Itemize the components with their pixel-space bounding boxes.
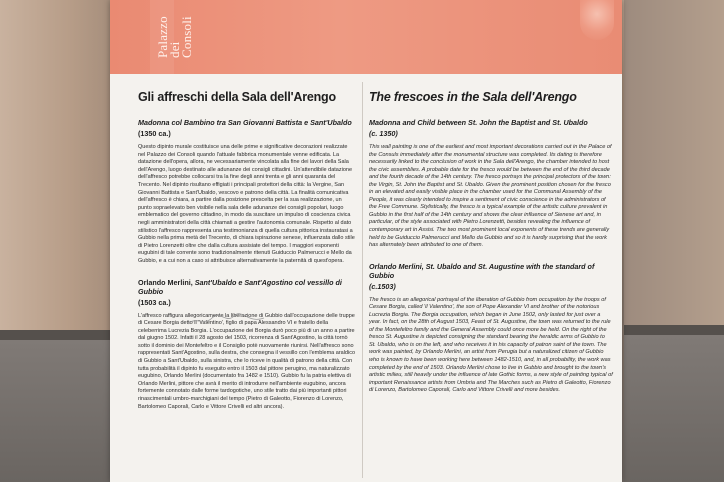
italian-section1-title: Madonna col Bambino tra San Giovanni Battista e Sant'Ubaldo: [138, 118, 352, 127]
banner-title-line-1: Palazzo: [155, 16, 170, 58]
banner-title-line-3: Consoli: [179, 16, 194, 58]
wall-rail-right: [624, 325, 724, 335]
english-section1-date: (c. 1350): [369, 129, 398, 138]
italian-section2-author: Orlando Merlini,: [138, 277, 193, 287]
italian-section2-body: L'affresco raffigura allegoricamente la liberazione di Gubbio dall'occupazione delle truppe di Cesare Borgia detto il 'Valentino', figlio di papa Alessandro VI e fratello della celeberrima Lucrezia Borgia. L'occupazione dei Borgia durò poco più di un anno a partire dal giugno 1502. Infatti il 28 agosto del 1503, ricorrenza di Sant'Agostino, la città tornò sotto il dominio dei Montefeltro e il Consiglio potè nuovamente riunirsi. Nell'affresco sono rappresentati Sant'Agostino, sulla destra, che consegna il vessillo con l'emblema araldico di Gubbio a Sant'Ubaldo, sulla sinistra, che lo riceve in qualità di patrono della città. Con tutta probabilità il dipinto fu eseguito entro il 1503 dal pittore perugino, ma naturalizzato eugubino, Orlando Merlini (documentato fra 1482 e 1510). Gubbio fu la patria elettiva di Orlando Merlini, pittore che avrà il merito di introdurre nell'ambiente eugubino, ancora fortemente connotato dalle forme tardogotiche, uno stile tratto dai più importanti pittori rinascimentali umbro-marchigiani del tempo (Pietro di Galeotto, Fiorenzo di Lorenzo, Bartolomeo Caporali, Carlo e Vittore Crivelli ed altri ancora).: [138, 312, 356, 410]
italian-section2-work: Sant'Ubaldo e Sant'Agostino col vessillo di Gubbio: [138, 277, 342, 296]
english-section2-title: Orlando Merlini, St. Ubaldo and St. Augustine with the standard of Gubbio: [369, 261, 595, 280]
italian-section2-date: (1503 ca.): [138, 297, 171, 307]
emblem-logo: [580, 0, 614, 40]
italian-section1-date: (1350 ca.): [138, 129, 171, 138]
floor-right: [624, 335, 724, 482]
english-column: [369, 84, 613, 395]
info-panel: [110, 0, 622, 482]
banner-title-line-2: dei: [167, 41, 182, 58]
english-section1-body: This wall painting is one of the earliest and most important decorations carried out in the Palace of the Consuls immediately after the monumental structure was completed. Its dating is therefore necessarily linked to the conclusion of work in the Sala dell'Arengo, the chamber intended to host the civic assemblies. A probable date for the fresco would be between the end of the third decade and the fourth decade of the 14th century. The fresco portrays the principal protectors of the town: the Virgin, St. John the Baptist and St. Ubaldo. Given the prominent position chosen for the fresco in an elevated and easily visible place in the chamber used for the Communal Assembly of the People, it was clearly intended to inspire a sentiment of civic conscience in the administrators of the Free Commune. Stylistically, the fresco is a typical example of the artistic culture prevalent in Gubbio in the first half of the 14th century and shows the clear influence of Sienese art and, in particular, of the style associated with Pietro Lorenzetti, besides revealing the influence of contemporary art in Assisi. The two most prominent local exponents of these trends are generally held to be Guiduccio Palmerucci and Mello da Gubbio and so it is hardly surprising that the work has alternately been attributed to one of them.: [369, 144, 612, 249]
english-heading: The frescoes in the Sala dell'Arengo: [369, 90, 577, 104]
column-divider: [362, 82, 363, 478]
wall-rail-left: [0, 330, 115, 340]
italian-heading: Gli affreschi della Sala dell'Arengo: [138, 90, 336, 104]
italian-section2-title: [138, 278, 356, 296]
floor-left: [0, 340, 115, 482]
italian-column: [138, 84, 356, 411]
panel-banner: [110, 0, 622, 74]
banner-title: [140, 16, 210, 58]
english-section1-title: Madonna and Child between St. John the Baptist and St. Ubaldo: [369, 118, 588, 127]
english-section2-body: The fresco is an allegorical portrayal of the liberation of Gubbio from occupation by the troops of Cesare Borgia, called 'il Valentino', the son of Pope Alexander VI and brother of the notorious Lucrezia Borgia. The Borgia occupation, which began in June 1502, only lasted for just over a year. In fact, on the 28th of August 1503, Feast of St. Augustine, the town was returned to the rule of the Montefeltro family and the General Assembly could once more be held. On the right of the fresco St. Augustine is depicted consigning the standard bearing the heraldic arms of Gubbio to St. Ubaldo, who is on the left, and who receives it in his capacity of patron saint of the town. The work was painted, by Orlando Merlini, an artist from Perugia but a naturalized citizen of Gubbio who is known to have been working here between 1482-1510, and, in all probability, the work was completed by the end of 1503. Orlando Merlini chose to live in Gubbio and brought to the town's artistic milieu, still heavily under the influence of late Gothic forms, a new style of painting typical of important Renaissance artists from Umbria and The Marches such as Pietro di Galeotto, Fiorenzo di Lorenzo, Bartolomeo Caporali, Carlo and Vittore Crivelli and more besides.: [369, 296, 613, 394]
italian-section1-body: Questo dipinto murale costituisce una delle prime e significative decorazioni realizzate nel Palazzo dei Consoli quando l'attuale fabbrica monumentale venne edificata. La datazione dell'opera, allora, ne vecessariamente vincolata alla fine dei lavori della Sala dell'Arengo, luogo destinato alle adunanze dei consigli cittadini. Un'attendibile datazione dell'affresco potrebbe collocarsi tra la fine degli anni trenta e gli anni quaranta del Trecento. Nel dipinto risultano effigiati i principali protettori della città: la Vergine, San Giovanni Battista e Sant'Ubaldo, vescovo e patrono della città. La finalità comunicativa dell'affresco è chiara, a partire dalla posizione prescelta per la sua realizzazione, un punto sopraelevato ben visibile nella sala delle adunanze dei consigli popolari, luogo emblematico del governo cittadino, in modo da suscitare un impulso di coscienza civica negli amministratori della città chiamati a gestire l'autonomia comunale. Rispetto al dato stilistico l'affresco rappresenta una testimonianza di quella cultura pittorica instauratasi a Gubbio nella prima metà del Trecento, di chiara ispirazione senese, influenzata dallo stile di Pietro Lorenzetti oltre che dalla cultura assisiate del tempo. I maggiori esponenti eugubini di tale corrente sono tradizionalmente ritenuti Guiduccio Palmerucci e Mello da Gubbio, e a cui non a caso si attribuisce alternativamente la paternità di quest'opera.: [138, 144, 355, 264]
english-section2-date: (c.1503): [369, 281, 396, 291]
